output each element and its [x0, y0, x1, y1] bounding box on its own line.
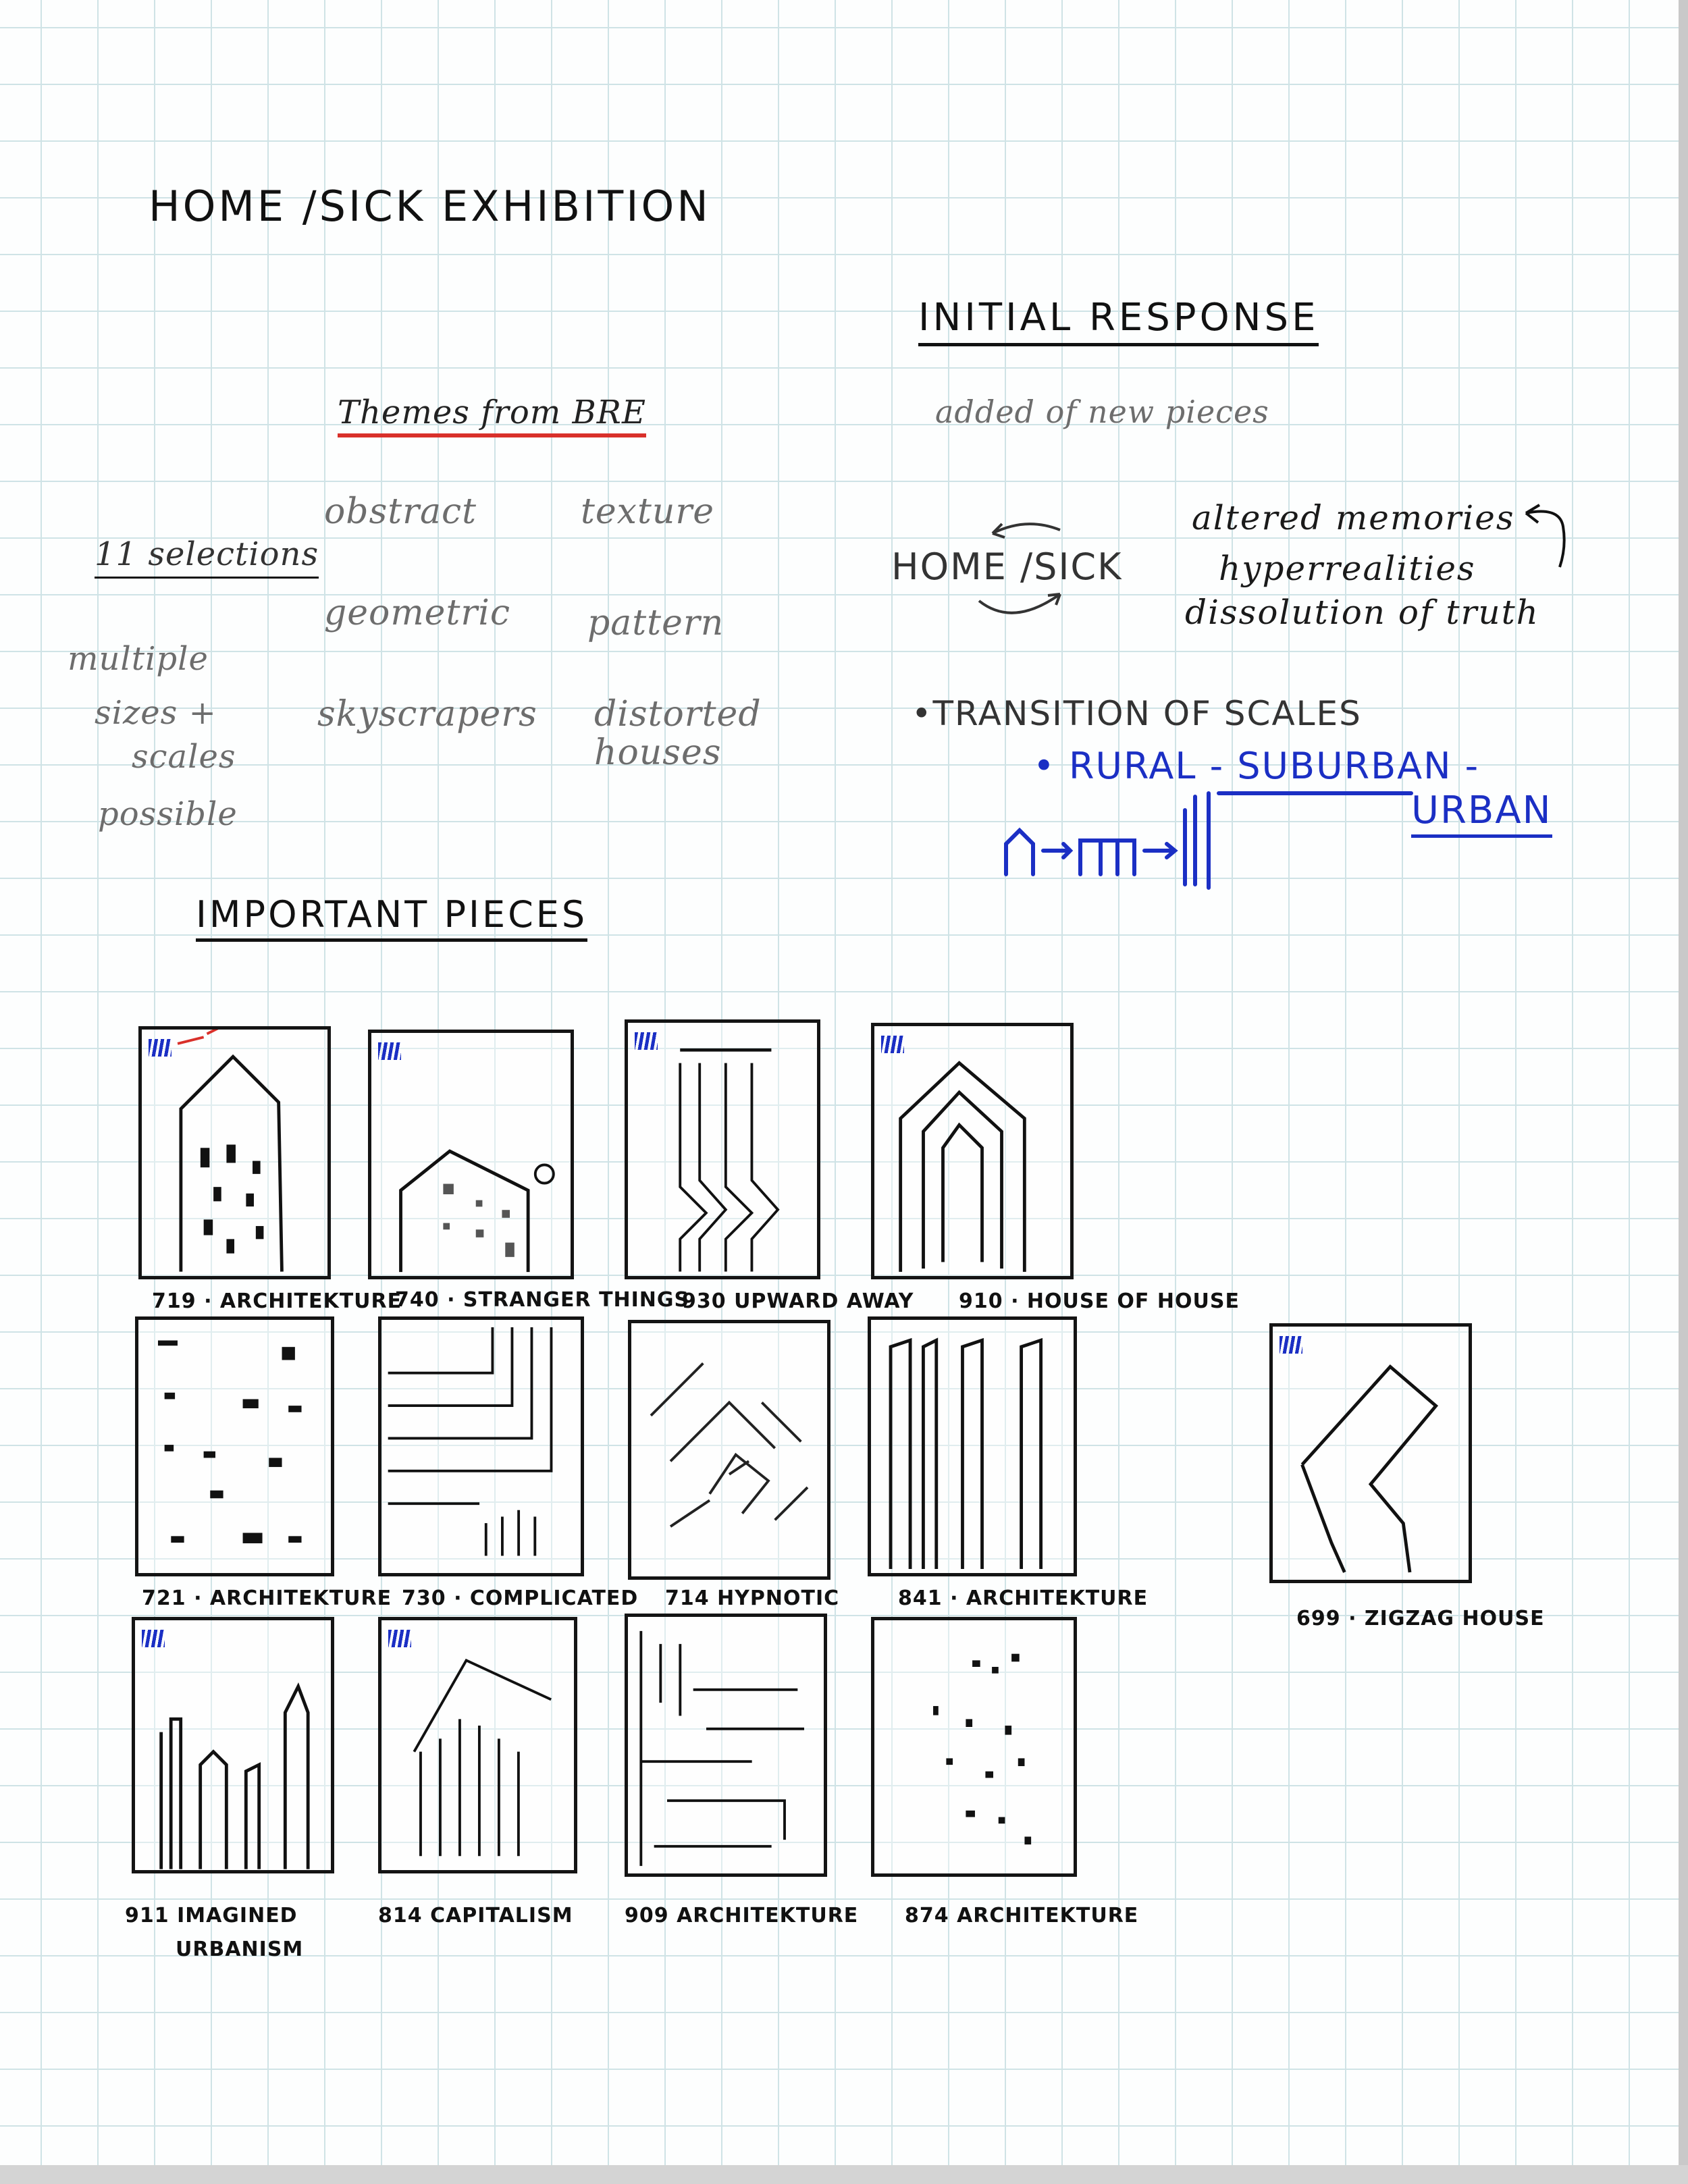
thumbnail-909 — [625, 1614, 827, 1877]
scatter-sketch — [874, 1620, 1074, 1873]
page-edge-right — [1679, 0, 1688, 2184]
thumbnail-caption: 730 · COMPLICATED — [402, 1587, 639, 1610]
thumbnail-caption: 814 CAPITALISM — [378, 1904, 573, 1927]
theme-item: pattern — [587, 603, 724, 643]
thumbnail-caption: 841 · ARCHITEKTURE — [898, 1587, 1149, 1610]
added-note: added of new pieces — [935, 394, 1269, 430]
thumbnail-714 — [628, 1320, 830, 1580]
thumbnail-814 — [378, 1617, 577, 1873]
thumbnail-719 — [138, 1026, 331, 1279]
sizes-note-line: possible — [98, 795, 238, 833]
sizes-note-line: multiple — [68, 640, 209, 678]
pattern-sketch — [138, 1320, 331, 1573]
thumbnail-740 — [368, 1030, 574, 1279]
selections-note: 11 selections — [95, 537, 319, 579]
towers-sketch — [871, 1320, 1074, 1573]
thumbnail-caption: 719 · ARCHITEKTURE — [152, 1289, 402, 1313]
theme-item: obstract — [324, 491, 477, 532]
thumbnail-730 — [378, 1316, 584, 1576]
important-pieces-heading: IMPORTANT PIECES — [196, 895, 587, 942]
lines-sketch — [381, 1320, 581, 1573]
thumbnail-caption-line2: URBANISM — [176, 1938, 304, 1961]
themes-heading: Themes from BRE — [338, 395, 646, 437]
sizes-note-line: sizes + — [95, 694, 217, 732]
thumbnail-910 — [871, 1023, 1074, 1279]
thumbnail-caption: 721 · ARCHITEKTURE — [142, 1587, 392, 1610]
theme-item: skyscrapers — [317, 694, 537, 735]
page-edge-bottom — [0, 2165, 1688, 2184]
scale-diagram-icon — [993, 780, 1479, 895]
thumbnail-caption: 740 · STRANGER THINGS — [395, 1288, 690, 1312]
house-sketch — [142, 1030, 327, 1276]
thumbnail-930 — [625, 1019, 820, 1279]
scale-note-urban: URBAN — [1411, 790, 1552, 838]
tower-sketch — [628, 1023, 817, 1276]
house-in-house-sketch — [874, 1026, 1070, 1276]
thumbnail-caption: 911 IMAGINED — [125, 1904, 298, 1927]
thumbnail-721 — [135, 1316, 334, 1576]
thumbnail-caption: 910 · HOUSE OF HOUSE — [959, 1289, 1240, 1313]
thumbnail-874 — [871, 1617, 1077, 1877]
thumbnail-caption: 714 HYPNOTIC — [665, 1587, 840, 1610]
sizes-note-line: scales — [132, 738, 236, 776]
skyline-sketch — [135, 1620, 331, 1870]
initial-response-heading: INITIAL RESPONSE — [918, 297, 1319, 346]
page-title: HOME /SICK EXHIBITION — [149, 182, 711, 231]
maze-sketch — [628, 1617, 824, 1873]
scale-note: • RURAL - SUBURBAN - — [1033, 745, 1480, 787]
theme-item: distorted houses — [594, 694, 762, 774]
thumbnail-caption: 930 UPWARD AWAY — [682, 1289, 914, 1313]
hypnotic-sketch — [631, 1323, 827, 1576]
cycle-arrows-icon — [972, 513, 1107, 628]
capitalism-sketch — [381, 1620, 574, 1870]
theme-item: texture — [581, 491, 715, 532]
transition-note: •TRANSITION OF SCALES — [912, 694, 1362, 733]
thumbnail-841 — [868, 1316, 1077, 1576]
theme-item: geometric — [324, 593, 510, 633]
thumbnail-caption: 699 · ZIGZAG HOUSE — [1296, 1607, 1545, 1630]
house-sketch — [371, 1033, 571, 1276]
thumbnail-caption: 909 ARCHITEKTURE — [625, 1904, 859, 1927]
home-sick-note: HOME /SICK — [891, 545, 1123, 588]
thumbnail-911 — [132, 1617, 334, 1873]
response-note: altered memories — [1192, 498, 1515, 537]
thumbnail-699 — [1269, 1323, 1472, 1583]
zigzag-house-sketch — [1273, 1327, 1469, 1580]
response-note: hyperrealities — [1219, 549, 1476, 588]
curved-arrow-icon — [1519, 500, 1580, 574]
thumbnail-caption: 874 ARCHITEKTURE — [905, 1904, 1139, 1927]
response-note: dissolution of truth — [1185, 593, 1539, 632]
